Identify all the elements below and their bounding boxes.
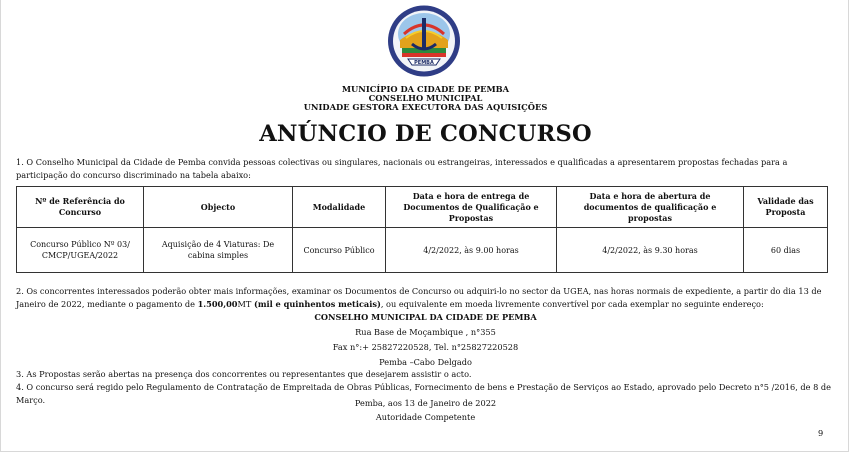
address-phone: Fax n°:+ 25827220528, Tel. n°25827220528	[332, 342, 519, 352]
paragraph-3: 3. As Propostas serão abertas na presença dos concorrentes ou representantes que desejarem assistir o acto.	[16, 369, 472, 379]
para2-currency: MT	[237, 298, 254, 309]
col-header-reference: Nº de Referência do Concurso	[17, 187, 144, 228]
para2-text-end: , ou equivalente em moeda livremente convertível por cada exemplar no seguinte endereço:	[380, 298, 764, 309]
header-council: CONSELHO MUNICIPAL	[368, 93, 483, 103]
address-street: Rua Base de Moçambique , n°355	[355, 327, 496, 337]
cell-validity: 60 dias	[744, 228, 828, 273]
closing-place-date: Pemba, aos 13 de Janeiro de 2022	[354, 398, 497, 408]
address-city: Pemba –Cabo Delgado	[379, 357, 472, 367]
address-name: CONSELHO MUNICIPAL DA CIDADE DE PEMBA	[314, 312, 537, 322]
table-header-row	[17, 187, 828, 228]
header-municipality: MUNICÍPIO DA CIDADE DE PEMBA	[341, 84, 510, 94]
cell-object: Aquisição de 4 Viaturas: De cabina simples	[144, 228, 293, 273]
header-unit: UNIDADE GESTORA EXECUTORA DAS AQUISIÇÕES	[303, 102, 548, 112]
col-header-validity: Validade das Proposta	[744, 187, 828, 228]
col-header-delivery: Data e hora de entrega de Documentos de Qualificação e Propostas	[386, 187, 557, 228]
paragraph-4: 4. O concurso será regido pelo Regulamento de Contratação de Empreitada de Obras Públicas, Fornecimento de bens e Prestação de Serviços ao Estado, aprovado pelo Decreto n°5 /2016, de 8 de Março.	[16, 382, 831, 405]
municipal-emblem	[386, 4, 462, 78]
page-title: ANÚNCIO DE CONCURSO	[259, 121, 592, 147]
tender-table	[16, 186, 828, 273]
emblem-label: PEMBA	[414, 60, 434, 66]
col-header-opening: Data e hora de abertura de documentos de qualificação e propostas	[557, 187, 744, 228]
para2-amount: 1.500,00	[197, 298, 238, 309]
cell-modality: Concurso Público	[293, 228, 386, 273]
para2-amount-words: (mil e quinhentos meticais)	[253, 298, 381, 309]
col-header-object: Objecto	[144, 187, 293, 228]
paragraph-2	[16, 285, 836, 310]
paragraph-1: 1. O Conselho Municipal da Cidade de Pemba convida pessoas colectivas ou singulares, nacionais ou estrangeiras, interessados e qualificadas a apresentarem propostas fechadas para a participação do concurso discriminado na tabela abaixo:	[16, 157, 788, 180]
page-number: 9	[818, 428, 824, 438]
table-row	[17, 228, 828, 273]
cell-delivery: 4/2/2022, às 9.00 horas	[386, 228, 557, 273]
closing-signature: Autoridade Competente	[375, 412, 476, 422]
para2-text-start: 2. Os concorrentes interessados poderão obter mais informações, examinar os Documentos de Concurso ou adquiri-lo no sector da UGEA, nas horas normais de expediente, a partir do dia 13 de Janeiro de 2022, mediante o pagamento de	[16, 286, 822, 309]
col-header-modality: Modalidade	[293, 187, 386, 228]
cell-opening: 4/2/2022, às 9.30 horas	[557, 228, 744, 273]
cell-reference: Concurso Público Nº 03/ CMCP/UGEA/2022	[17, 228, 144, 273]
